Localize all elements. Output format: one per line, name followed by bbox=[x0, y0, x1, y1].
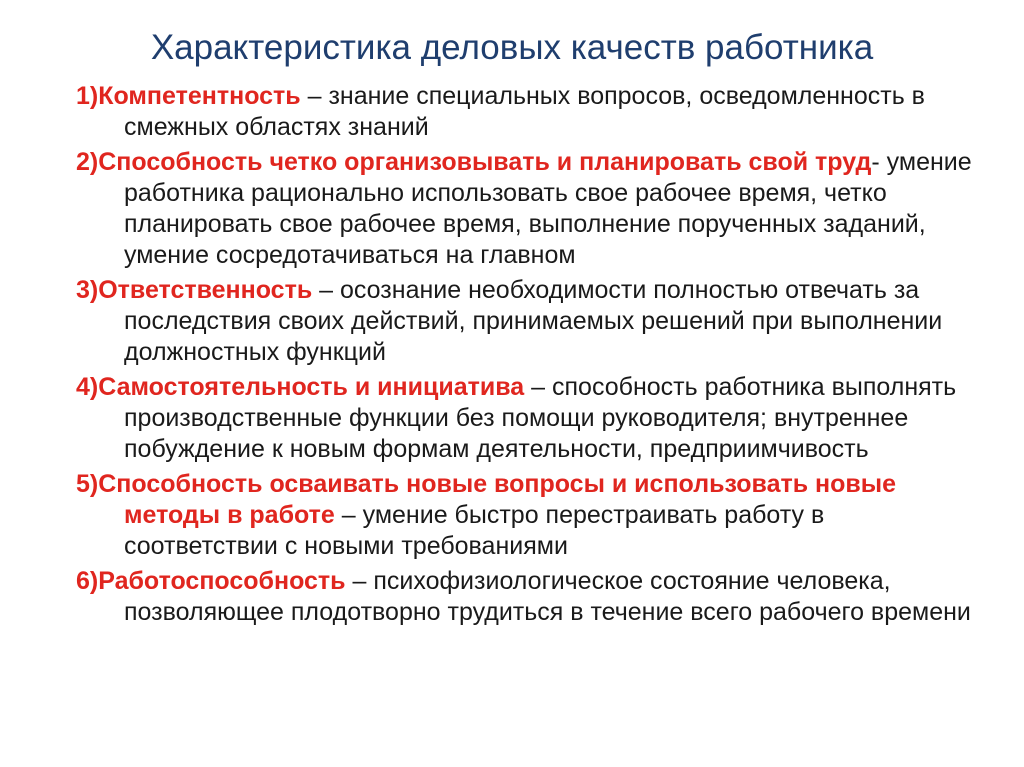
item-description: – осознание необходимости полностью отвечать за последствия своих действий, принимаемых решений при выполнении должностных функций bbox=[124, 276, 943, 366]
item-number: 4) bbox=[76, 373, 99, 401]
list-item-initiative bbox=[76, 372, 976, 465]
item-number: 2) bbox=[76, 148, 99, 176]
item-description: – способность работника выполнять производственные функции без помощи руководителя; внутреннее побуждение к новым формам деятельности, предприимчивость bbox=[124, 373, 957, 463]
item-description: – знание специальных вопросов, осведомленность в смежных областях знаний bbox=[124, 82, 925, 141]
item-term: Компетентность bbox=[98, 82, 301, 110]
item-term: Работоспособность bbox=[98, 567, 346, 595]
item-term: Ответственность bbox=[98, 276, 313, 304]
item-term: Способность четко организовывать и планировать свой труд bbox=[98, 148, 872, 176]
qualities-list bbox=[76, 81, 976, 632]
slide-title: Характеристика деловых качеств работника bbox=[150, 28, 874, 67]
item-description: - умение работника рационально использовать свое рабочее время, четко планировать свое рабочее время, выполнение порученных заданий, умение сосредотачиваться на главном bbox=[124, 148, 972, 269]
list-item-organization bbox=[76, 147, 976, 271]
list-item-competence bbox=[76, 81, 976, 143]
item-term: Самостоятельность и инициатива bbox=[98, 373, 525, 401]
item-term: Способность осваивать новые вопросы и использовать новые методы в работе bbox=[98, 470, 897, 529]
list-item-work-capacity bbox=[76, 566, 976, 628]
item-number: 1) bbox=[76, 82, 99, 110]
list-item-responsibility bbox=[76, 275, 976, 368]
list-item-learning bbox=[76, 469, 976, 562]
item-description: – психофизиологическое состояние человека, позволяющее плодотворно трудиться в течение всего рабочего времени bbox=[124, 567, 971, 626]
item-number: 3) bbox=[76, 276, 99, 304]
item-description: – умение быстро перестраивать работу в соответствии с новыми требованиями bbox=[124, 501, 825, 560]
item-number: 6) bbox=[76, 567, 99, 595]
item-number: 5) bbox=[76, 470, 99, 498]
